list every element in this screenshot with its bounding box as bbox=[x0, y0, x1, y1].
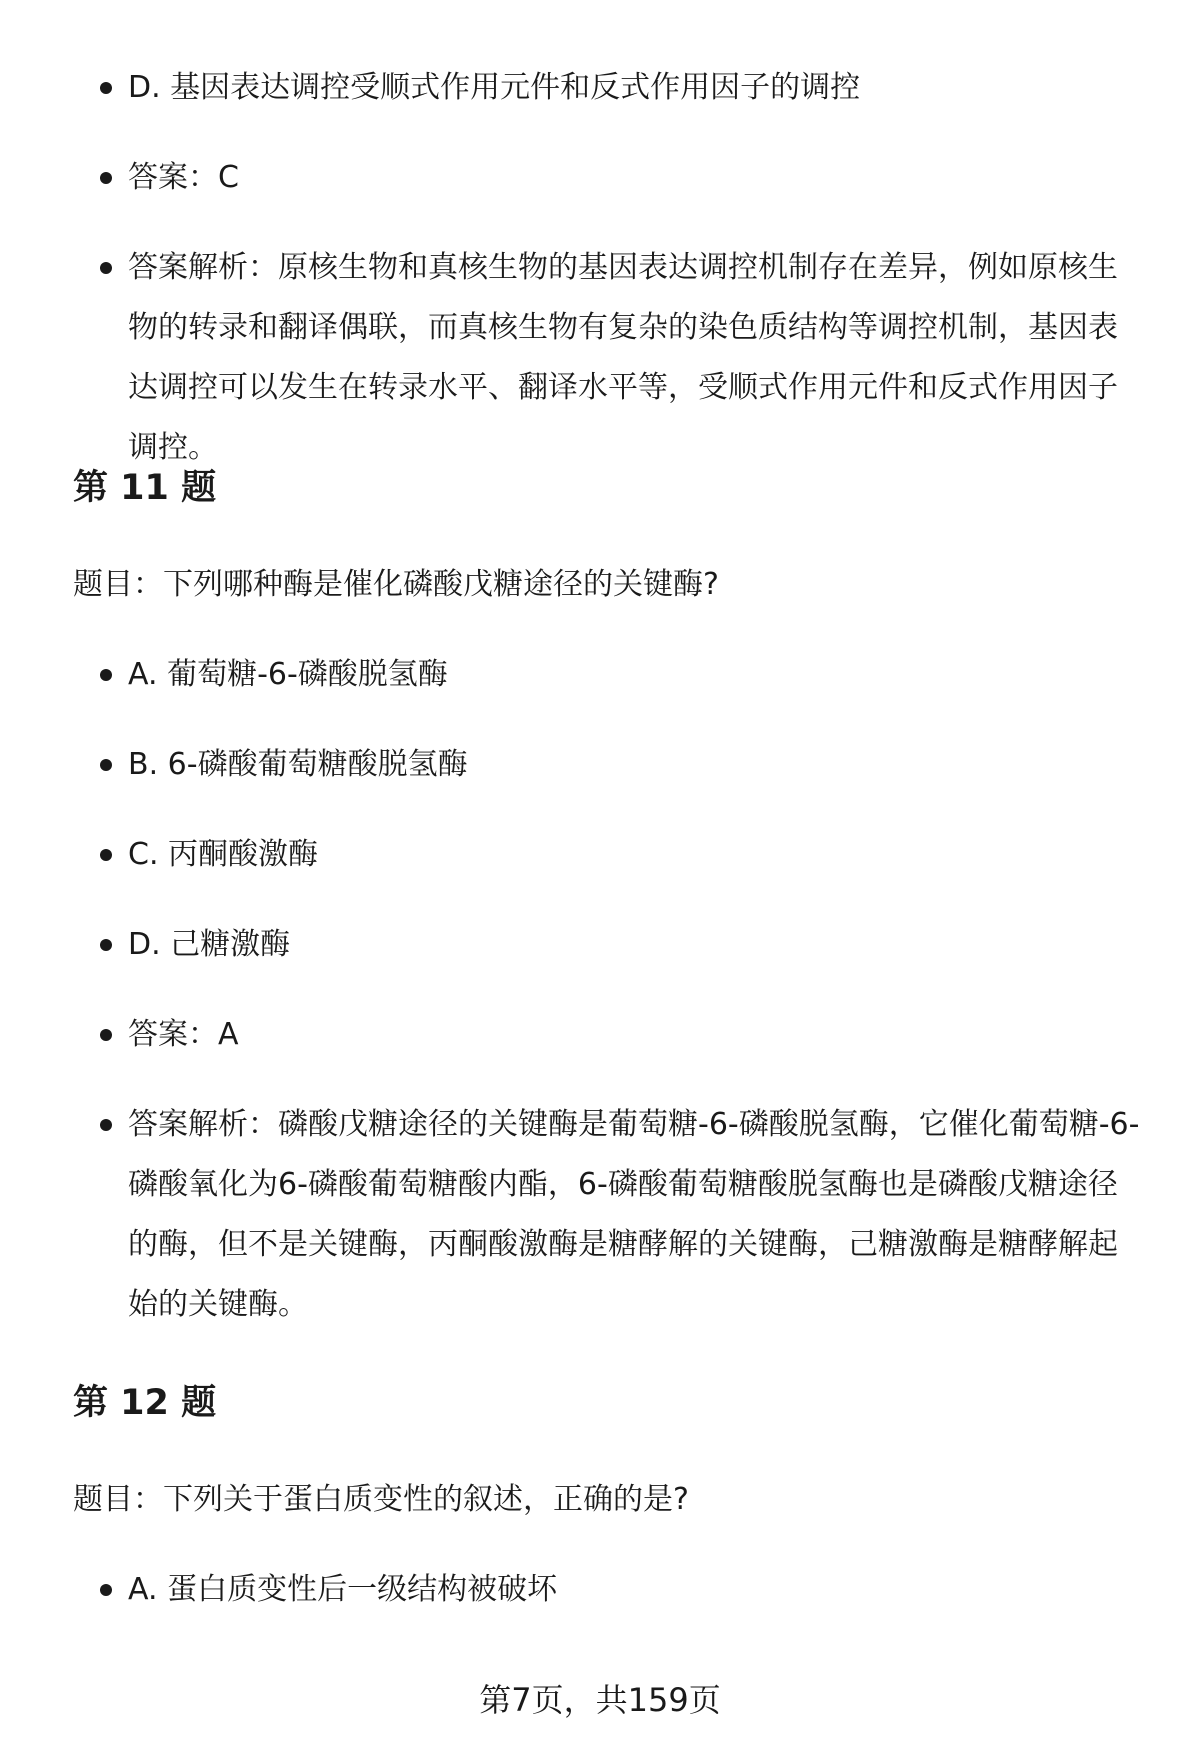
q12-heading: 第 12 题 bbox=[73, 1383, 217, 1423]
q11-answer-text: 答案：A bbox=[128, 1017, 239, 1052]
bullet-icon bbox=[100, 172, 112, 184]
page-number-footer: 第7页，共159页 bbox=[479, 1681, 721, 1719]
q10-explanation bbox=[128, 238, 1143, 478]
bullet-icon bbox=[100, 1584, 112, 1596]
q11-option-d bbox=[128, 915, 1143, 975]
q11-answer bbox=[128, 1005, 1143, 1065]
q11-explanation bbox=[128, 1095, 1143, 1335]
q10-option-d bbox=[128, 58, 1143, 118]
bullet-icon bbox=[100, 939, 112, 951]
q12-option-a-text: A. 蛋白质变性后一级结构被破坏 bbox=[128, 1572, 558, 1607]
q10-option-d-text: D. 基因表达调控受顺式作用元件和反式作用因子的调控 bbox=[128, 70, 861, 105]
q11-option-a-text: A. 葡萄糖-6-磷酸脱氢酶 bbox=[128, 657, 448, 692]
q11-option-c bbox=[128, 825, 1143, 885]
q11-option-c-text: C. 丙酮酸激酶 bbox=[128, 837, 319, 872]
q11-option-d-text: D. 己糖激酶 bbox=[128, 927, 291, 962]
q11-option-a bbox=[128, 645, 1143, 705]
q11-heading: 第 11 题 bbox=[73, 468, 217, 508]
q11-option-b bbox=[128, 735, 1143, 795]
q11-option-b-text: B. 6-磷酸葡萄糖酸脱氢酶 bbox=[128, 747, 468, 782]
q12-option-a bbox=[128, 1560, 1143, 1620]
q11-explanation-text: 答案解析：磷酸戊糖途径的关键酶是葡萄糖-6-磷酸脱氢酶，它催化葡萄糖-6-磷酸氧化为6-磷酸葡萄糖酸内酯，6-磷酸葡萄糖酸脱氢酶也是磷酸戊糖途径的酶，但不是关键酶，丙酮酸激酶是糖酵解的关键酶，己糖激酶是糖酵解起始的关键酶。 bbox=[128, 1107, 1140, 1322]
bullet-icon bbox=[100, 1029, 112, 1041]
q11-question: 题目：下列哪种酶是催化磷酸戊糖途径的关键酶? bbox=[73, 567, 719, 602]
bullet-icon bbox=[100, 262, 112, 274]
bullet-icon bbox=[100, 669, 112, 681]
bullet-icon bbox=[100, 759, 112, 771]
bullet-icon bbox=[100, 82, 112, 94]
q10-answer-text: 答案：C bbox=[128, 160, 239, 195]
q10-explanation-text: 答案解析：原核生物和真核生物的基因表达调控机制存在差异，例如原核生物的转录和翻译偶联，而真核生物有复杂的染色质结构等调控机制，基因表达调控可以发生在转录水平、翻译水平等，受顺式作用元件和反式作用因子调控。 bbox=[128, 250, 1118, 465]
q12-question: 题目：下列关于蛋白质变性的叙述，正确的是? bbox=[73, 1482, 689, 1517]
q10-answer bbox=[128, 148, 1143, 208]
bullet-icon bbox=[100, 1119, 112, 1131]
bullet-icon bbox=[100, 849, 112, 861]
